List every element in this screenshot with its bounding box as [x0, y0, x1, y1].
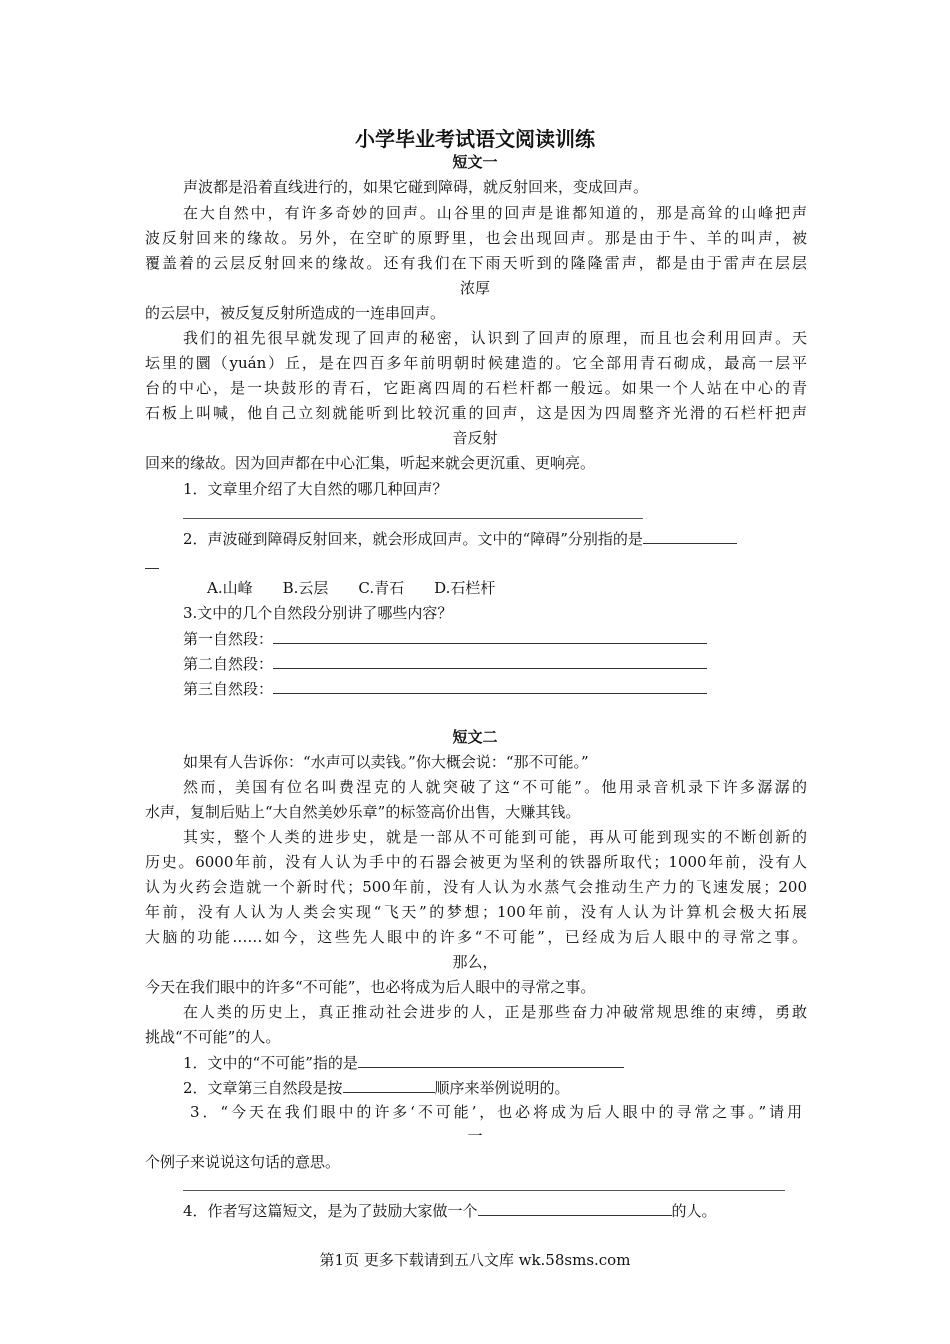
passage2-q1-text: 1．文中的“不可能”指的是: [183, 1054, 358, 1072]
label: 第二自然段：: [183, 655, 274, 673]
passage1-q2-options: [207, 578, 495, 598]
answer-blank: [273, 678, 707, 694]
passage2-q2-text-end: 顺序来举例说明的。: [434, 1079, 570, 1097]
passage2-q2: [183, 1077, 570, 1098]
passage2-q4-text: 4．作者写这篇短文，是为了鼓励大家做一个: [183, 1202, 478, 1220]
passage2-q4-text-end: 的人。: [671, 1202, 717, 1220]
passage1-q2-wrap: [145, 553, 159, 574]
passage2-para3-line2: 历史。6000年前，没有人认为手中的石器会被更为坚利的铁器所取代；1000年前，没有人: [145, 853, 807, 871]
answer-blank: [343, 1077, 435, 1093]
passage1-para2-line2: 波反射回来的缘故。另外，在空旷的原野里，也会出现回声。那是由于牛、羊的叫声，被: [145, 229, 807, 247]
label: 第三自然段：: [183, 680, 274, 698]
passage2-q3-line2: 一: [467, 1127, 483, 1145]
passage2-q3-line3: 个例子来说说这句话的意思。: [145, 1153, 341, 1171]
page-footer: 第1页 更多下载请到五八文库 wk.58sms.com: [319, 1251, 631, 1269]
passage1-para2-line4: 浓厚: [459, 279, 490, 297]
passage2-para3-line5: 大脑的功能……如今，这些先人眼中的许多“不可能”，已经成为后人眼中的寻常之事。: [145, 928, 807, 946]
document-title: 小学毕业考试语文阅读训练: [355, 127, 595, 151]
passage2-para1: 如果有人告诉你：“水声可以卖钱。”你大概会说：“那不可能。”: [183, 753, 589, 771]
passage2-q3-line1: 3．“今天在我们眼中的许多‘不可能’，也必将成为后人眼中的寻常之事。”请用: [190, 1103, 802, 1121]
answer-blank: [273, 653, 707, 669]
passage2-q2-text: 2．文章第三自然段是按: [183, 1079, 343, 1097]
answer-blank: [145, 553, 159, 569]
label: 第一自然段：: [183, 630, 274, 648]
option-d: D.石栏杆: [434, 579, 496, 597]
option-a: A.山峰: [207, 579, 253, 597]
passage1-heading: 短文一: [452, 153, 498, 171]
passage1-para2-line5: 的云层中，被反复反射所造成的一连串回声。: [145, 304, 446, 322]
answer-line: [183, 1190, 785, 1191]
passage2-para3-line4: 年前，没有人认为人类会实现“飞天”的梦想；100年前，没有人认为计算机会极大拓展: [145, 903, 807, 921]
passage2-q4: [183, 1200, 717, 1221]
passage1-para3-line6: 回来的缘故。因为回声都在中心汇集，听起来就会更沉重、更响亮。: [145, 454, 596, 472]
answer-blank: [273, 628, 707, 644]
answer-blank: [478, 1200, 672, 1216]
answer-blank: [643, 528, 737, 544]
passage2-para3-line1: 其实，整个人类的进步史，就是一部从不可能到可能，再从可能到现实的不断创新的: [183, 828, 807, 846]
option-c: C.青石: [358, 579, 405, 597]
passage1-q3: 3.文中的几个自然段分别讲了哪些内容？: [183, 604, 453, 622]
passage2-para4-line2: 挑战“不可能”的人。: [145, 1028, 281, 1046]
answer-line: [183, 518, 643, 519]
passage1-para3-line3: 台的中心，是一块鼓形的青石，它距离四周的石栏杆都一般远。如果一个人站在中心的青: [145, 379, 807, 397]
answer-blank: [358, 1052, 624, 1068]
passage1-para3-line4: 石板上叫喊，他自己立刻就能听到比较沉重的回声，这是因为四周整齐光滑的石栏杆把声: [145, 404, 807, 422]
passage2-q1: [183, 1052, 624, 1073]
passage2-para2-line1: 然而，美国有位名叫费涅克的人就突破了这“不可能”。他用录音机录下许多潺潺的: [183, 778, 807, 796]
option-b: B.云层: [282, 579, 329, 597]
passage1-para2-line1: 在大自然中，有许多奇妙的回声。山谷里的回声是谁都知道的，那是高耸的山峰把声: [183, 204, 807, 222]
passage1-para1: 声波都是沿着直线进行的，如果它碰到障碍，就反射回来，变成回声。: [183, 178, 649, 196]
passage1-q3-para2: [183, 653, 707, 674]
passage1-q2-text: 2．声波碰到障碍反射回来，就会形成回声。文中的“障碍”分别指的是: [183, 530, 643, 548]
passage1-q3-para1: [183, 628, 707, 649]
passage2-para3-line3: 认为火药会造就一个新时代；500年前，没有人认为水蒸气会推动生产力的飞速发展；200: [145, 878, 807, 896]
passage1-q2: [183, 528, 737, 549]
passage2-heading: 短文二: [452, 728, 498, 746]
passage1-para3-line2: 坛里的圜（yuán）丘，是在四百多年前明朝时候建造的。它全部用青石砌成，最高一层平: [145, 354, 807, 372]
passage1-para2-line3: 覆盖着的云层反射回来的缘故。还有我们在下雨天听到的隆隆雷声，都是由于雷声在层层: [145, 254, 807, 272]
passage2-para2-line2: 水声，复制后贴上“大自然美妙乐章”的标签高价出售，大赚其钱。: [145, 803, 581, 821]
passage1-para3-line1: 我们的祖先很早就发现了回声的秘密，认识到了回声的原理，而且也会利用回声。天: [183, 329, 807, 347]
passage2-para3-line7: 今天在我们眼中的许多“不可能”，也必将成为后人眼中的寻常之事。: [145, 978, 596, 996]
passage1-q3-para3: [183, 678, 707, 699]
passage1-para3-line5: 音反射: [452, 429, 498, 447]
passage2-para3-line6: 那么，: [452, 953, 498, 971]
passage2-para4-line1: 在人类的历史上，真正推动社会进步的人，正是那些奋力冲破常规思维的束缚，勇敢: [183, 1003, 807, 1021]
passage1-q1: 1．文章里介绍了大自然的哪几种回声？: [183, 480, 448, 498]
